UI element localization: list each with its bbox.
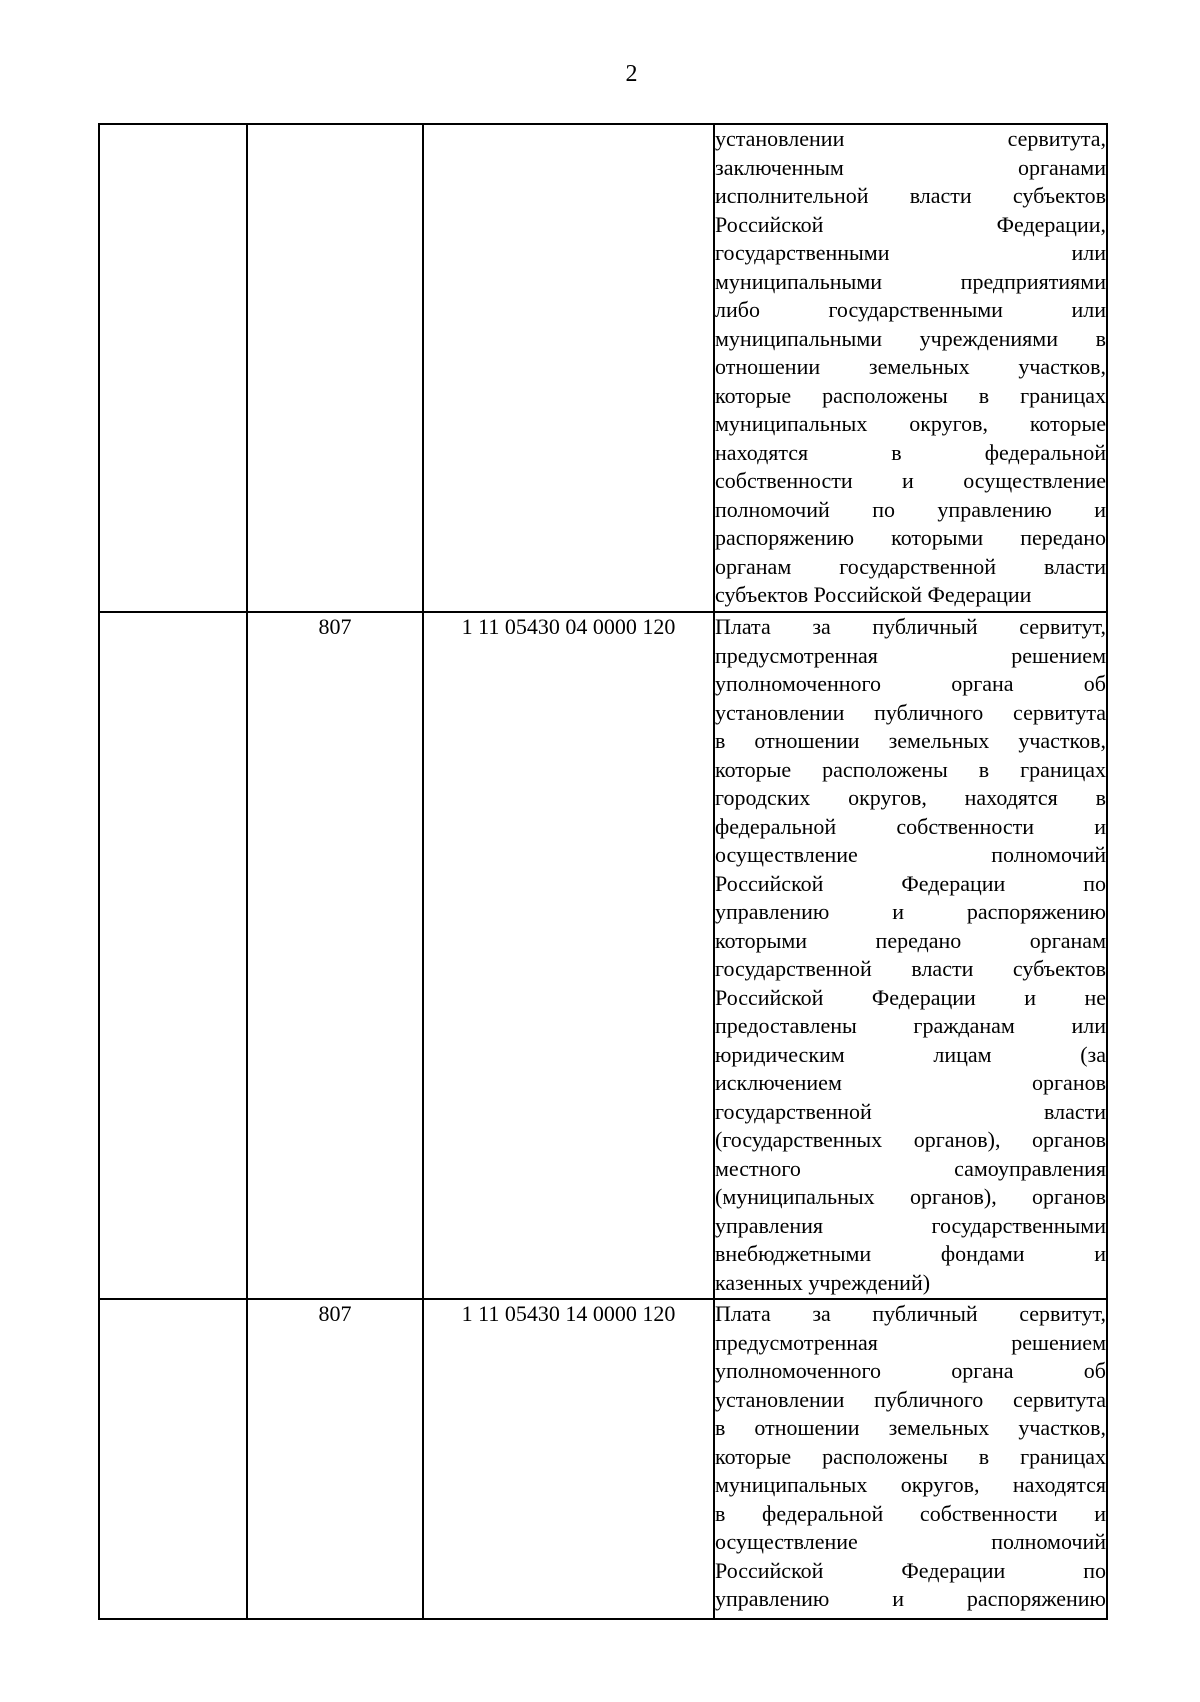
- page-number: 2: [625, 61, 638, 87]
- empty-cell: [99, 124, 247, 612]
- description-line: федеральной собственности и: [715, 813, 1106, 839]
- description-line: государственной власти: [715, 1098, 1106, 1124]
- description-cell: [714, 124, 1107, 612]
- description-line: Плата за публичный сервитут,: [715, 1301, 1106, 1326]
- description-line: предусмотренная решением: [715, 1329, 1106, 1355]
- description-line: юридическим лицам (за: [715, 1041, 1106, 1067]
- description-cell: [714, 612, 1107, 1299]
- description-line: в федеральной собственности и: [715, 1500, 1106, 1526]
- admin-code-cell: [247, 124, 423, 612]
- description-line: которыми передано органам: [715, 927, 1106, 953]
- empty-cell: [99, 1299, 247, 1619]
- description-line: заключенным органами: [715, 154, 1106, 180]
- description-line: установлении публичного сервитута: [715, 1386, 1106, 1412]
- description-line: собственности и осуществление: [715, 468, 1106, 493]
- description-line: отношении земельных участков,: [715, 354, 1106, 379]
- description-line: городских округов, находятся в: [715, 785, 1106, 810]
- description-line: либо государственными или: [715, 297, 1106, 322]
- description-line: Плата за публичный сервитут,: [715, 614, 1106, 639]
- description-line: установлении сервитута,: [715, 126, 1106, 151]
- description-line: которые расположены в границах: [715, 1443, 1106, 1469]
- description-line: осуществление полномочий: [715, 842, 1106, 867]
- description-line: предоставлены гражданам или: [715, 1013, 1106, 1038]
- description-line: муниципальных округов, которые: [715, 411, 1106, 436]
- description-line: находятся в федеральной: [715, 439, 1106, 465]
- description-line: осуществление полномочий: [715, 1529, 1106, 1554]
- budget-codes-table: [98, 123, 1108, 1620]
- description-line: внебюджетными фондами и: [715, 1241, 1106, 1266]
- description-line: муниципальными учреждениями в: [715, 325, 1106, 351]
- description-line: в отношении земельных участков,: [715, 728, 1106, 753]
- description-line: Российской Федерации,: [715, 211, 1106, 237]
- kbk-cell: 1 11 05430 14 0000 120: [423, 1299, 714, 1619]
- kbk-cell: [423, 124, 714, 612]
- description-line: Российской Федерации по: [715, 870, 1106, 896]
- description-line: Российской Федерации по: [715, 1557, 1106, 1583]
- description-line: которые расположены в границах: [715, 382, 1106, 408]
- description-cell: [714, 1299, 1107, 1619]
- description-line: казенных учреждений): [715, 1269, 931, 1295]
- admin-code-cell: 807: [247, 612, 423, 1299]
- description-line: в отношении земельных участков,: [715, 1415, 1106, 1440]
- description-line: исполнительной власти субъектов: [715, 183, 1106, 208]
- table-row: [99, 612, 1107, 1299]
- description-line: муниципальных округов, находятся: [715, 1472, 1106, 1497]
- table-row: [99, 124, 1107, 612]
- admin-code-cell: 807: [247, 1299, 423, 1619]
- description-line: уполномоченного органа об: [715, 1358, 1106, 1383]
- kbk-cell: 1 11 05430 04 0000 120: [423, 612, 714, 1299]
- description-line: местного самоуправления: [715, 1155, 1106, 1181]
- description-line: которые расположены в границах: [715, 756, 1106, 782]
- description-line: уполномоченного органа об: [715, 671, 1106, 696]
- description-line: распоряжению которыми передано: [715, 525, 1106, 550]
- description-line: органам государственной власти: [715, 553, 1106, 579]
- description-line: муниципальными предприятиями: [715, 268, 1106, 294]
- description-line: государственной власти субъектов: [715, 956, 1106, 981]
- description-line: установлении публичного сервитута: [715, 699, 1106, 725]
- description-line: (муниципальных органов), органов: [715, 1184, 1106, 1209]
- description-line: управления государственными: [715, 1212, 1106, 1238]
- description-line: государственными или: [715, 240, 1106, 265]
- description-line: полномочий по управлению и: [715, 496, 1106, 522]
- description-line: субъектов Российской Федерации: [715, 582, 1032, 607]
- empty-cell: [99, 612, 247, 1299]
- table-row: [99, 1299, 1107, 1619]
- description-line: исключением органов: [715, 1070, 1106, 1095]
- description-line: Российской Федерации и не: [715, 984, 1106, 1010]
- description-line: управлению и распоряжению: [715, 1586, 1106, 1611]
- description-line: (государственных органов), органов: [715, 1127, 1106, 1152]
- description-line: предусмотренная решением: [715, 642, 1106, 668]
- description-line: управлению и распоряжению: [715, 899, 1106, 924]
